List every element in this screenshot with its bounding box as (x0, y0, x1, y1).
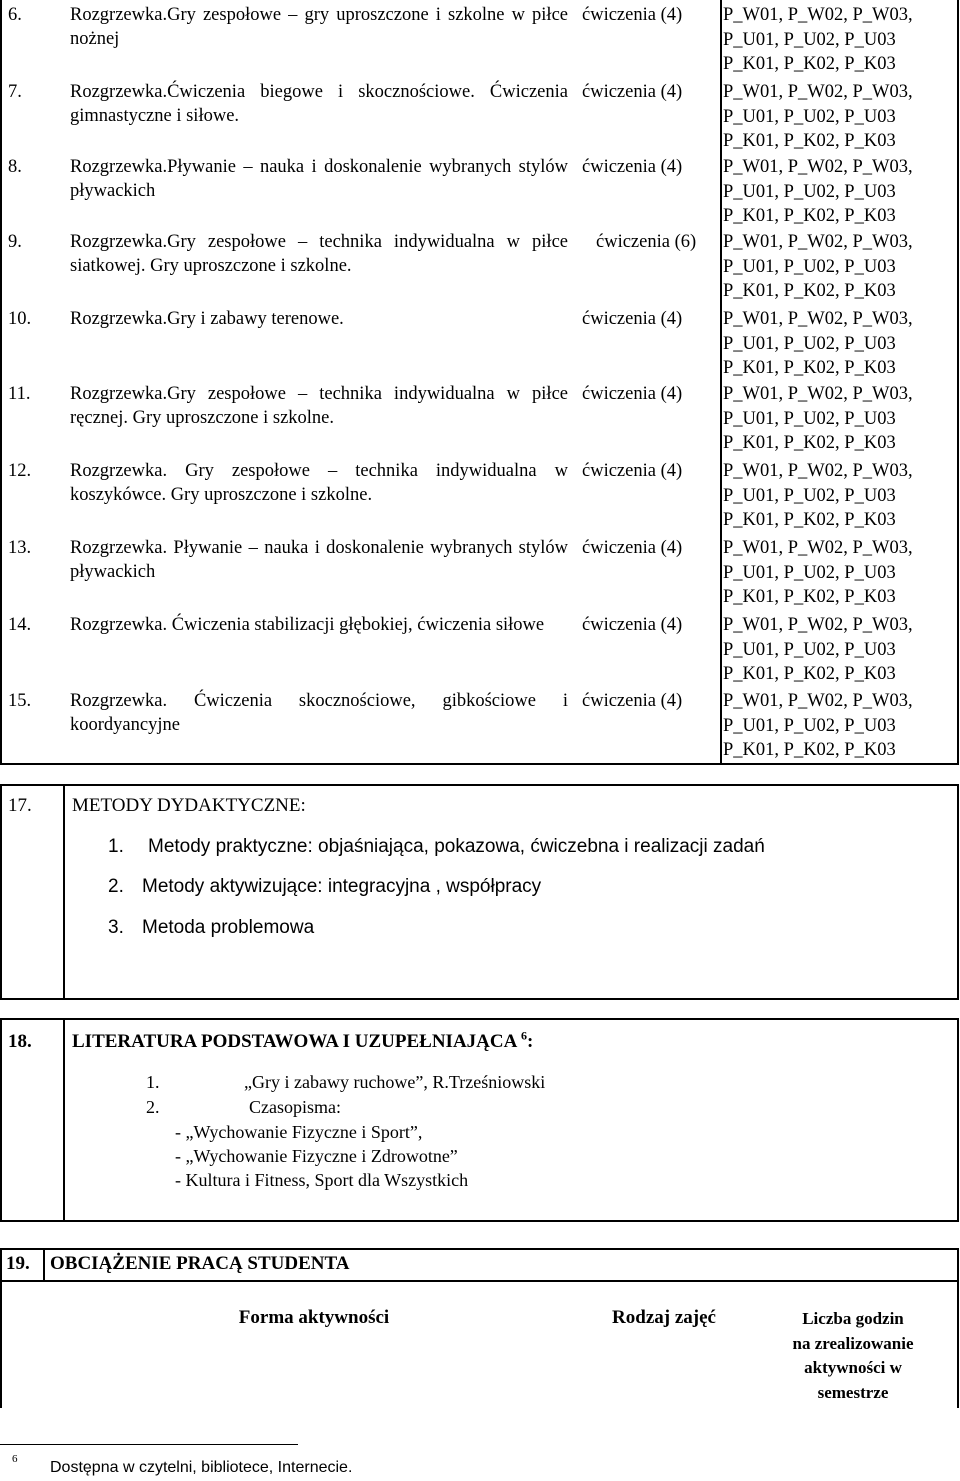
topic-number: 11. (8, 384, 31, 404)
outcome-code-line: P_W01, P_W02, P_W03, (723, 384, 913, 404)
topic-text: Rozgrzewka.Gry zespołowe – technika indywidualna w piłce siatkowej. Gry uproszczone i szkolne. (70, 232, 568, 276)
outcome-code-line: P_W01, P_W02, P_W03, (723, 538, 913, 558)
class-form: ćwiczenia (4) (582, 157, 683, 177)
section-18-num-divider (63, 1018, 65, 1222)
topic-text: Rozgrzewka. Gry zespołowe – technika indywidualna w koszykówce. Gry uproszczone i szkolne. (70, 461, 568, 505)
learning-outcome-codes (723, 536, 958, 610)
section-18-top-border (0, 1018, 959, 1020)
section-19-left-border (0, 1248, 2, 1408)
topic-text: Rozgrzewka.Gry zespołowe – technika indywidualna w piłce ręcznej. Gry uproszczone i szkolne. (70, 384, 568, 428)
topic-number: 7. (8, 82, 22, 102)
learning-outcome-codes (723, 80, 958, 154)
section-17-number: 17. (8, 795, 32, 816)
outcome-code-line: P_K01, P_K02, P_K03 (723, 281, 896, 301)
outcome-code-line: P_U01, P_U02, P_U03 (723, 106, 896, 127)
outcome-code-line: P_U01, P_U02, P_U03 (723, 181, 896, 202)
outcome-code-line: P_U01, P_U02, P_U03 (723, 715, 896, 736)
column-header-hours-line: aktywności w (804, 1358, 902, 1377)
class-form: ćwiczenia (6) (596, 232, 697, 252)
literature-subitem-1: - „Wychowanie Fizyczne i Sport”, (175, 1122, 423, 1142)
section-19-top-border (0, 1248, 959, 1250)
section-18-left-border (0, 1018, 2, 1222)
topic-number: 12. (8, 461, 32, 481)
topic-text: Rozgrzewka.Pływanie – nauka i doskonalenie wybranych stylów pływackich (70, 157, 568, 201)
topic-text: Rozgrzewka. Ćwiczenia skocznościowe, gibkościowe i koordyancyjne (70, 691, 568, 735)
class-form: ćwiczenia (4) (582, 5, 683, 25)
section-17-top-border (0, 784, 959, 786)
topic-number: 15. (8, 691, 32, 711)
class-form: ćwiczenia (4) (582, 538, 683, 558)
outcome-code-line: P_K01, P_K02, P_K03 (723, 358, 896, 378)
outcome-code-line: P_W01, P_W02, P_W03, (723, 461, 913, 481)
topic-number: 8. (8, 157, 22, 177)
table-divider-codes (720, 0, 722, 764)
topic-text: Rozgrzewka.Gry i zabawy terenowe. (70, 309, 344, 329)
literature-item-1-text: „Gry i zabawy ruchowe”, R.Trześniowski (244, 1072, 546, 1092)
method-item-3-number: 3. (108, 917, 124, 938)
section-19-number: 19. (6, 1253, 30, 1274)
column-header-activity: Forma aktywności (238, 1307, 390, 1328)
section-18-title-suffix: : (527, 1031, 534, 1052)
outcome-code-line: P_W01, P_W02, P_W03, (723, 5, 913, 25)
section-17-left-border (0, 784, 2, 1000)
section-19-title-bottom-border (0, 1280, 959, 1282)
class-form: ćwiczenia (4) (582, 309, 683, 329)
footnote-separator (0, 1444, 298, 1445)
section-17-right-border (957, 784, 959, 1000)
method-item-1-text: Metody praktyczne: objaśniająca, pokazowa, ćwiczebna i realizacji zadań (148, 836, 765, 857)
outcome-code-line: P_K01, P_K02, P_K03 (723, 587, 896, 607)
outcome-code-line: P_K01, P_K02, P_K03 (723, 54, 896, 74)
learning-outcome-codes (723, 382, 958, 456)
outcome-code-line: P_U01, P_U02, P_U03 (723, 485, 896, 506)
learning-outcome-codes (723, 230, 958, 304)
footnote-reference[interactable]: 6 (521, 1028, 528, 1043)
outcome-code-line: P_K01, P_K02, P_K03 (723, 131, 896, 151)
topic-text: Rozgrzewka.Gry zespołowe – gry uproszczone i szkolne w piłce nożnej (70, 5, 568, 49)
outcome-code-line: P_W01, P_W02, P_W03, (723, 232, 913, 252)
literature-subitem-3: - Kultura i Fitness, Sport dla Wszystkich (175, 1170, 469, 1190)
outcome-code-line: P_W01, P_W02, P_W03, (723, 309, 913, 329)
outcome-code-line: P_U01, P_U02, P_U03 (723, 333, 896, 354)
section-19-title: OBCIĄŻENIE PRACĄ STUDENTA (50, 1253, 350, 1274)
topic-number: 14. (8, 615, 32, 635)
literature-item-1-number: 1. (146, 1072, 160, 1092)
learning-outcome-codes (723, 155, 958, 229)
topic-text: Rozgrzewka. Pływanie – nauka i doskonalenie wybranych stylów pływackich (70, 538, 568, 582)
method-item-1-number: 1. (108, 836, 124, 857)
section-18-title (72, 1030, 533, 1054)
column-header-hours-line: na zrealizowanie (792, 1333, 914, 1353)
class-form: ćwiczenia (4) (582, 691, 683, 711)
footnote-number: 6 (12, 1453, 18, 1465)
class-form: ćwiczenia (4) (582, 461, 683, 481)
column-header-hours-line: Liczba godzin (802, 1309, 904, 1328)
literature-subitem-2: - „Wychowanie Fizyczne i Zdrowotne” (175, 1146, 458, 1166)
method-item-3-text: Metoda problemowa (142, 917, 315, 938)
outcome-code-line: P_U01, P_U02, P_U03 (723, 639, 896, 660)
topic-number: 13. (8, 538, 32, 558)
section-19-num-divider (43, 1248, 45, 1281)
outcome-code-line: P_W01, P_W02, P_W03, (723, 157, 913, 177)
section-19-right-border (957, 1248, 959, 1408)
outcome-code-line: P_U01, P_U02, P_U03 (723, 408, 896, 429)
section-17-title: METODY DYDAKTYCZNE: (72, 795, 306, 816)
learning-outcome-codes (723, 613, 958, 687)
topic-number: 9. (8, 232, 22, 252)
topic-number: 6. (8, 5, 22, 25)
column-header-class-type: Rodzaj zajęć (612, 1307, 716, 1328)
method-item-2-text: Metody aktywizujące: integracyjna , współpracy (142, 876, 542, 897)
class-form: ćwiczenia (4) (582, 615, 683, 635)
outcome-code-line: P_K01, P_K02, P_K03 (723, 740, 896, 760)
learning-outcome-codes (723, 307, 958, 381)
section-18-right-border (957, 1018, 959, 1222)
column-header-hours-line: semestrze (817, 1382, 889, 1402)
outcome-code-line: P_K01, P_K02, P_K03 (723, 510, 896, 530)
learning-outcome-codes (723, 3, 958, 77)
outcome-code-line: P_K01, P_K02, P_K03 (723, 433, 896, 453)
section-17-bottom-border (0, 998, 959, 1000)
learning-outcome-codes (723, 689, 958, 763)
section-18-number: 18. (8, 1031, 32, 1052)
column-header-hours (760, 1307, 946, 1405)
outcome-code-line: P_U01, P_U02, P_U03 (723, 256, 896, 277)
outcome-code-line: P_W01, P_W02, P_W03, (723, 82, 913, 102)
outcome-code-line: P_W01, P_W02, P_W03, (723, 615, 913, 635)
outcome-code-line: P_U01, P_U02, P_U03 (723, 29, 896, 50)
section-17-num-divider (63, 784, 65, 1000)
section-18-title-text: LITERATURA PODSTAWOWA I UZUPEŁNIAJĄCA (72, 1031, 517, 1052)
outcome-code-line: P_K01, P_K02, P_K03 (723, 206, 896, 226)
outcome-code-line: P_W01, P_W02, P_W03, (723, 691, 913, 711)
topic-number: 10. (8, 309, 32, 329)
topic-text: Rozgrzewka. Ćwiczenia stabilizacji głębokiej, ćwiczenia siłowe (70, 615, 545, 635)
outcome-code-line: P_K01, P_K02, P_K03 (723, 664, 896, 684)
topic-text: Rozgrzewka.Ćwiczenia biegowe i skocznościowe. Ćwiczenia gimnastyczne i siłowe. (70, 82, 568, 126)
class-form: ćwiczenia (4) (582, 82, 683, 102)
class-form: ćwiczenia (4) (582, 384, 683, 404)
learning-outcome-codes (723, 459, 958, 533)
literature-item-2-text: Czasopisma: (249, 1097, 341, 1117)
table-border-left (0, 0, 2, 764)
section-18-bottom-border (0, 1220, 959, 1222)
table-border-bottom (0, 763, 959, 765)
outcome-code-line: P_U01, P_U02, P_U03 (723, 562, 896, 583)
literature-item-2-number: 2. (146, 1097, 160, 1117)
footnote-text: Dostępna w czytelni, bibliotece, Internecie. (50, 1459, 353, 1476)
method-item-2-number: 2. (108, 876, 124, 897)
